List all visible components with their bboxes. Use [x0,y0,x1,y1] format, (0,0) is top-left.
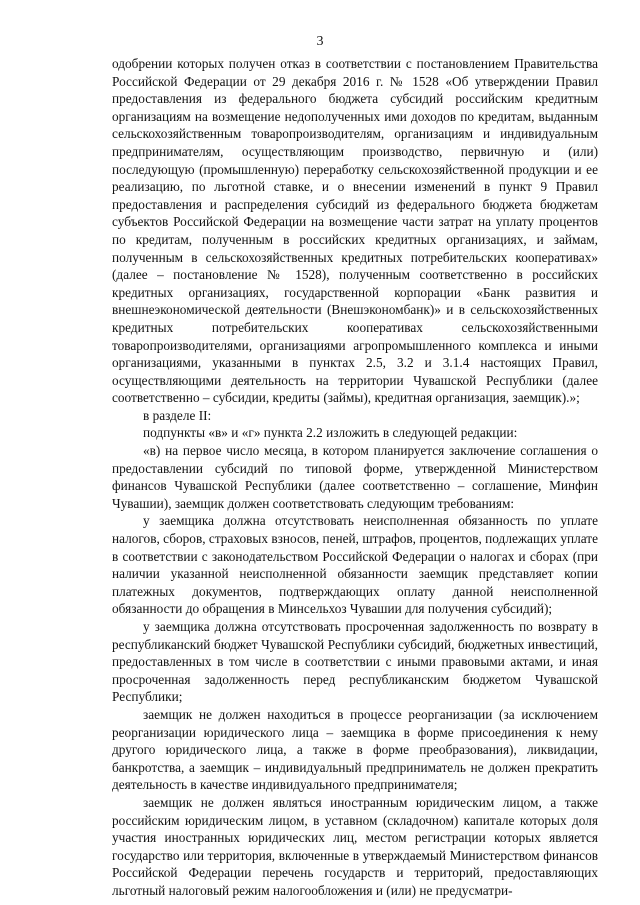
document-body [112,55,598,900]
paragraph-requirement-foreign-entity: заемщик не должен являться иностранным юридическим лицом, а также российским юридическим лицом, в уставном (складочном) капитале которых доля участия иностранных юридических лиц, местом регистрации которых является государство или территория, включенные в утверждаемый Министерством финансов Российской Федерации перечень государств и территорий, предоставляющих льготный налоговый режим налогообложения и (или) не предусматри- [112,794,598,898]
paragraph-requirement-debt: у заемщика должна отсутствовать просроченная задолженность по возврату в республиканский бюджет Чувашской Республики субсидий, бюджетных инвестиций, предоставленных в том числе в соответствии с иными правовыми актами, и иная просроченная задолженность перед республиканским бюджетом Чувашской Республики; [112,619,598,705]
paragraph-amendment-intro: подпункты «в» и «г» пункта 2.2 изложить в следующей редакции: [143,425,518,441]
paragraph-requirement-taxes: у заемщика должна отсутствовать неисполненная обязанность по уплате налогов, сборов, страховых взносов, пеней, штрафов, процентов, подлежащих уплате в соответствии с законодательством Российской Федерации о налогах и сборах (при наличии указанной неисполненной обязанности заемщик представляет копии платежных документов, подтверждающих оплату данной неисполненной обязанности до обращения в Минсельхоз Чувашии для получения субсидий); [112,513,598,617]
paragraph-continued: одобрении которых получен отказ в соответствии с постановлением Правительства Российской Федерации от 29 декабря 2016 г. № 1528 «Об утверждении Правил предоставления из федерального бюджета субсидий российским кредитным организациям на возмещение недополученных ими доходов по кредитам, выданным сельскохозяйственным товаропроизводителям, организациям и индивидуальным предпринимателям, осуществляющим производство, первичную и (или) последующую (промышленную) переработку сельскохозяйственной продукции и ее реализацию, по льготной ставке, и о внесении изменений в пункт 9 Правил предоставления и распределения субсидий из федерального бюджета бюджетам субъектов Российской Федерации на возмещение части затрат на уплату процентов по кредитам, полученным в российских кредитных организациях, и займам, полученным в сельскохозяйственных кредитных потребительских кооперативах» (далее – постановление № 1528), полученным соответственно в российских кредитных организациях, государственной корпорации «Банк развития и внешнеэкономической деятельности (Внешэкономбанк)» и в сельскохозяйственных кредитных потребительских кооперативах сельскохозяйственными товаропроизводителями, организациями агропромышленного комплекса и иными организациями, указанными в пунктах 2.5, 3.2 и 3.1.4 настоящих Правил, осуществляющими деятельность на территории Чувашской Республики (далее соответственно – субсидии, кредиты (займы), кредитная организация, заемщик).»; [112,56,598,406]
paragraph-item-v: «в) на первое число месяца, в котором планируется заключение соглашения о предоставлении субсидий по типовой форме, утвержденной Министерством финансов Чувашской Республики (далее соответственно – соглашение, Минфин Чувашии), заемщик должен соответствовать следующим требованиям: [112,443,598,511]
page-number: 3 [316,34,324,49]
paragraph-section-heading: в разделе II: [143,407,212,423]
paragraph-requirement-reorganization: заемщик не должен находиться в процессе реорганизации (за исключением реорганизации юридического лица – заемщика в форме присоединения к нему другого юридического лица, а также в форме преобразования), ликвидации, банкротства, а заемщик – индивидуальный предприниматель не должен прекратить деятельность в качестве индивидуального предпринимателя; [112,706,598,793]
